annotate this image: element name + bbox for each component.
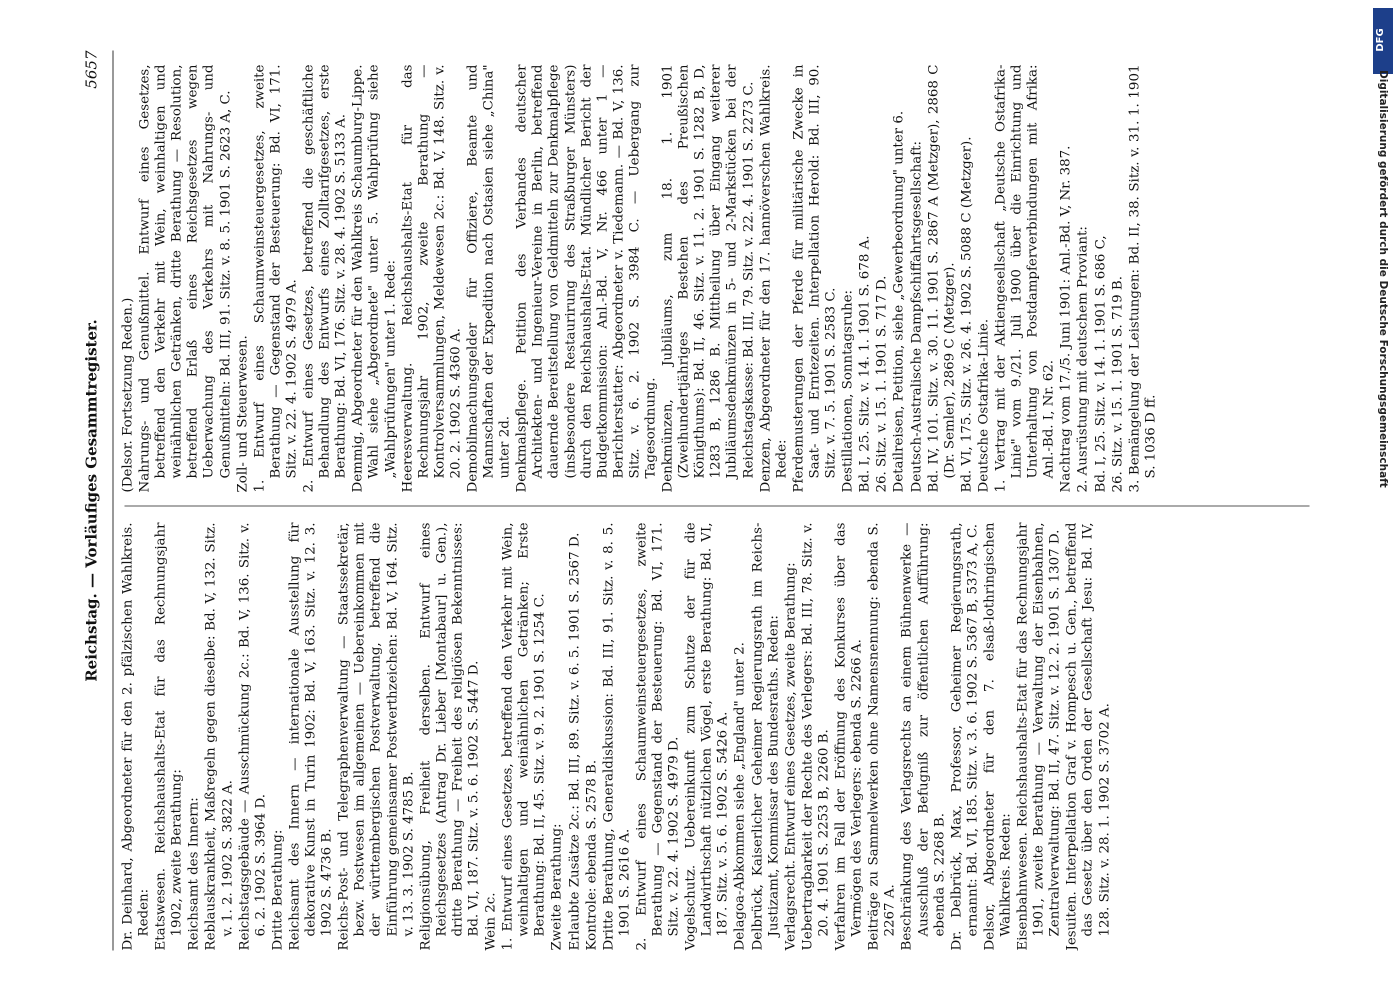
right-column-entry: (Delsor. Fortsetzung Reden.): [120, 297, 136, 493]
left-column-entry: Jesuiten. Interpellation Graf v. Hompesch u. Gen., betreffend das Gesetz über den Orden der Gesellschaft Jesu: Bd. IV, 128. Sitz. v. 28. 1. 1902 S. 3702 A.: [1064, 522, 1113, 951]
left-column-entry: Verfahren im Fall der Eröffnung des Konkurses über das Vermögen des Verlegers: ebenda S. 2266 A.: [833, 522, 865, 951]
right-column-entry: 3. Bemängelung der Leistungen: Bd. II, 38. Sitz. v. 31. 1. 1901 S. 1036 D ff.: [1127, 64, 1159, 493]
right-column-entry: Nachtrag vom 17./5. Juni 1901: Anl.-Bd. V, Nr. 387.: [1058, 145, 1074, 493]
right-column-entry: Nahrungs- und Genußmittel. Entwurf eines Gesetzes, betreffend den Verkehr mit Wein, weinhaltigen und weinähnlichen Getränken, dritte Berathung — Resolution, betreffend Erlaß eines Reichsgesetzes wegen Ueberwachung des Verkehrs mit Nahrungs- und Genußmitteln: Bd. III, 91. Sitz. v. 8. 5. 1901 S. 2623 A, C.: [137, 64, 234, 493]
running-header: [83, 51, 111, 951]
right-column-entry: 1. Vertrag mit der Aktiengesellschaft „Deutsche Ostafrika-Linie" vom 9./21. Juli 1900 über die Einrichtung und Unterhaltung von Postdampferverbindungen mit Afrika: Anl.-Bd. I, Nr. 62.: [993, 64, 1057, 493]
page-number: 5657: [82, 50, 101, 89]
right-column-entry: 26. Sitz. v. 15. 1. 1901 S. 717 D.: [874, 275, 890, 493]
left-column-entry: Eisenbahnwesen. Reichshaushalts-Etat für das Rechnungsjahr 1901, zweite Berathung — Verwaltung der Eisenbahnen, Zentralverwaltung: Bd. II, 47. Sitz. v. 12. 2. 1901 S. 1307 D.: [1015, 522, 1063, 951]
right-column-entry: Denzen, Abgeordneter für den 17. hannöverschen Wahlkreis. Rede:: [758, 64, 790, 493]
right-column-entry: 26. Sitz. v. 15. 1. 1901 S. 719 B.: [1110, 276, 1126, 493]
left-column-entry: Dritte Berathung, Generaldiskussion: Bd. III, 91. Sitz. v. 8. 5. 1901 S. 2616 A.: [601, 522, 633, 951]
left-column-entry: Reichsamt des Innern — internationale Ausstellung für dekorative Kunst in Turin 1902: Bd. V, 163. Sitz. v. 12. 3. 1902 S. 4736 B.: [287, 522, 335, 951]
right-column-entry: Bd. I, 25. Sitz. v. 14. 1. 1901 S. 678 A.: [857, 235, 873, 493]
left-column-entry: Religionsübung, Freiheit derselben. Entwurf eines Reichsgesetzes (Antrag Dr. Lieber [Montabaur] u. Gen.), dritte Berathung — Freiheit des religiösen Bekenntnisses: Bd. VI, 187. Sitz. v. 5. 6. 1902 S. 5447 D.: [418, 522, 482, 951]
credit-sidebar: [1368, 70, 1394, 940]
left-column-entry: Wein 2c.: [483, 892, 499, 951]
page-title: Reichstag. — Vorläufiges Gesammtregister.: [82, 319, 101, 682]
rotated-text-block: [61, 51, 1326, 951]
left-column-entry: Uebertragbarkeit der Rechte des Verlegers: Bd. III, 78. Sitz. v. 20. 4. 1901 S. 2253 B, 2260 B.: [800, 522, 832, 951]
right-column-entry: Bd. IV, 101. Sitz. v. 30. 11. 1901 S. 2867 A (Metzger), 2868 C (Dr. Semler), 2869 C (Metzger).: [926, 64, 958, 493]
left-column-entry: Delsor, Abgeordneter für den 7. elsaß-lothringischen Wahlkreis. Reden:: [982, 522, 1014, 951]
right-column-entry: Pferdemusterungen der Pferde für militärische Zwecke in Saat- und Erntezeiten. Interpellation Herold: Bd. III, 90. Sitz. v. 7. 5. 1901 S. 2583 C.: [791, 64, 839, 493]
right-column-entry: Destillationen, Sonntagsruhe:: [840, 289, 856, 493]
right-column-entry: Denkmünzen, Jubiläums, zum 18. 1. 1901 (Zweihundertjähriges Bestehen des Preußischen Königthums): Bd. II, 46. Sitz. v. 11. 2. 1901 S. 1282 B, D, 1283 B, 1286 B. Mittheilung über Eingang weiterer Jubiläumsdenkmünzen in 5- und 2-Markstücken bei der Reichstagskasse: Bd. III, 79. Sitz. v. 22. 4. 1901 S. 2273 C.: [660, 64, 757, 493]
left-column-entry: 1. Entwurf eines Gesetzes, betreffend den Verkehr mit Wein, weinhaltigen und weinähnlichen Getränken; Erste Berathung: Bd. II, 45. Sitz. v. 9. 2. 1901 S. 1254 C.: [500, 522, 548, 951]
dfg-logo-text: DFG: [1375, 28, 1386, 52]
left-column-entry: Verlagsrecht. Entwurf eines Gesetzes, zweite Berathung:: [783, 562, 799, 951]
right-column-entry: Bd. I, 25. Sitz. v. 14. 1. 1901 S. 686 C,: [1093, 235, 1109, 493]
column-divider: [125, 506, 1310, 507]
left-column-entry: Zweite Berathung:: [549, 823, 565, 951]
right-column-entry: Demobilmachungsgelder für Offiziere, Beamte und Mannschaften der Expedition nach Ostasien siehe „China" unter 2d.: [465, 64, 513, 493]
left-column-entry: Reblauskrankheit, Maßregeln gegen dieselbe: Bd. V, 132. Sitz. v. 1. 2. 1902 S. 3822 A.: [203, 522, 236, 951]
right-column-entry: Demmig, Abgeordneter für den Wahlkreis Schaumburg-Lippe. Wahl siehe „Abgeordnete" unter 5. Wahlprüfung siehe „Wahlprüfungen" unter 1. Rede:: [350, 64, 398, 493]
left-column-entry: Etatswesen. Reichshaushalts-Etat für das Rechnungsjahr 1902, zweite Berathung:: [153, 522, 185, 951]
left-column-entry: Beschränkung des Verlagsrechts an einem Bühnenwerke — Ausschluß der Befugniß zur öffentlichen Aufführung: ebenda S. 2268 B.: [899, 522, 948, 951]
header-rule: [113, 51, 114, 951]
right-column-entry: Zoll- und Steuerwesen.: [235, 335, 251, 493]
left-column-entry: Dr. Deinhard, Abgeordneter für den 2. pfälzischen Wahlkreis. Reden:: [120, 522, 152, 951]
left-column-entry: Delbrück, Kaiserlicher Geheimer Regierungsrath im Reichs-Justizamt, Kommissar des Bundesraths. Reden:: [750, 522, 782, 951]
right-column: [121, 65, 1316, 493]
columns: [121, 51, 1316, 951]
left-column-entry: Reichs-Post- und Telegraphenverwaltung — Staatssekretär, bezw. Postwesen im allgemeinen — Uebereinkommen mit der württembergischen Postverwaltung, betreffend die Einführung gemeinsamer Postwerthzeichen: Bd. V, 164. Sitz. v. 13. 3. 1902 S. 4785 B.: [336, 522, 417, 951]
right-column-entry: Deutsch-Australische Dampfschiffahrtsgesellschaft:: [909, 140, 924, 493]
left-column-entry: Reichsamt des Innern:: [186, 797, 202, 951]
right-column-entry: Denkmalspflege. Petition des Verbandes deutscher Architekten- und Ingenieur-Vereine in Berlin, betreffend dauernde Bereitstellung von Geldmitteln zur Denkmalpflege (insbesondere Restaurirung des Straßburger Münsters) durch den Reichshaushalts-Etat. Mündlicher Bericht der Budgetkommission: Anl.-Bd. V, Nr. 466 unter 1 — Berichterstatter: Abgeordneter v. Tiedemann. — Bd. V, 136. Sitz. v. 6. 2. 1902 S. 3984 C. — Uebergang zur Tagesordnung.: [514, 64, 659, 493]
right-column-entry: 2. Entwurf eines Gesetzes, betreffend die geschäftliche Behandlung des Entwurfs eines Zolltarifgesetzes, erste Berathung: Bd. VI, 176. Sitz. v. 28. 4. 1902 S. 5133 A.: [301, 64, 349, 493]
left-column-entry: Dr. Delbrück, Max, Professor, Geheimer Regierungsrath, ernannt: Bd. VI, 185. Sitz. v. 3. 6. 1902 S. 5367 B, 5373 A, C.: [949, 522, 981, 951]
right-column-entry: Detailreisen, Petition, siehe „Gewerbeordnung" unter 6.: [891, 110, 907, 493]
left-column-entry: Vogelschutz. Uebereinkunft zum Schutze der für die Landwirthschaft nützlichen Vögel, erste Berathung: Bd. VI, 187. Sitz. v. 5. 6. 1902 S. 5426 A.: [683, 522, 731, 951]
right-column-entry: 1. Entwurf eines Schaumweinsteuergesetzes, zweite Berathung — Gegenstand der Besteuerung: Bd. VI, 171. Sitz. v. 22. 4. 1902 S. 4979 A.: [252, 64, 300, 493]
left-column: [121, 523, 1316, 951]
dfg-logo: [1373, 8, 1393, 74]
credit-text: Digitalisierung gefördert durch die Deutsche Forschungsgemeinschaft: [1377, 70, 1389, 488]
right-column-entry: Bd. VI, 175. Sitz. v. 26. 4. 1902 S. 5088 C (Metzger).: [959, 136, 975, 493]
left-column-entry: Erlaubte Zusätze 2c.: Bd. III, 89. Sitz. v. 6. 5. 1901 S. 2567 D.: [567, 532, 583, 951]
right-column-entry: Heeresverwaltung. Reichshaushalts-Etat für das Rechnungsjahr 1902, zweite Berathung — Kontrolversammlungen, Meldewesen 2c.: Bd. V, 148. Sitz. v. 20. 2. 1902 S. 4360 A.: [400, 64, 464, 493]
left-column-entry: Reichstagsgebäude — Ausschmückung 2c.: Bd. V, 136. Sitz. v. 6. 2. 1902 S. 3964 D.: [237, 522, 269, 951]
left-column-entry: Beiträge zu Sammelwerken ohne Namensnennung: ebenda S. 2267 A.: [866, 522, 898, 951]
left-column-entry: Dritte Berathung:: [270, 829, 286, 951]
right-column-entry: Deutsche Ostafrika-Linie.: [976, 318, 992, 493]
left-column-entry: 2. Entwurf eines Schaumweinsteuergesetzes, zweite Berathung — Gegenstand der Besteuerung: Bd. VI, 171. Sitz. v. 22. 4. 1902 S. 4979 D.: [634, 522, 682, 951]
right-column-entry: 2. Ausrüstung mit deutschem Proviant:: [1075, 226, 1091, 493]
left-column-entry: Kontrole: ebenda S. 2578 B.: [584, 759, 600, 951]
left-column-entry: Delagoa-Abkommen siehe „England" unter 2.: [732, 642, 748, 951]
